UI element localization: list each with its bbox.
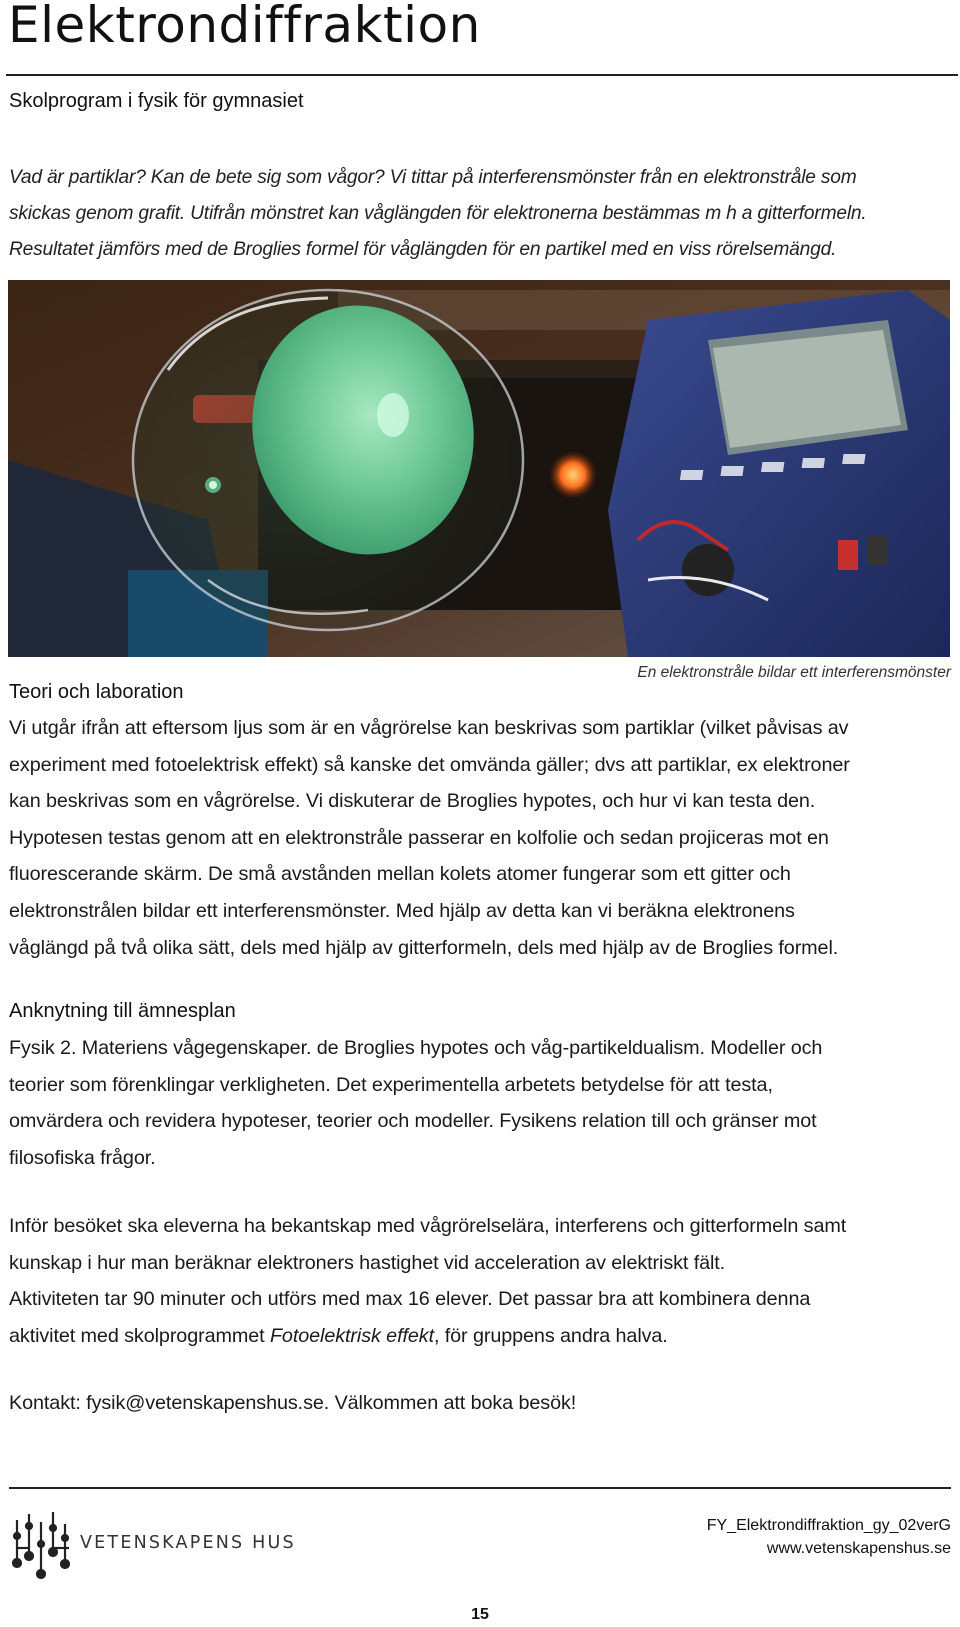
curriculum-paragraph <box>9 1030 954 1176</box>
contact-email[interactable]: : fysik@vetenskapenshus.se. Välkommen att boka besök! <box>75 1392 577 1414</box>
intro-line: Resultatet jämförs med de Broglies formel för våglängden för en partikel med en viss rörelsemängd. <box>9 239 837 260</box>
contact-label: Kontakt <box>9 1392 76 1414</box>
contact-paragraph <box>9 1385 954 1422</box>
body-line: kunskap i hur man beräknar elektroners hastighet vid acceleration av elektriskt fält. <box>9 1251 726 1274</box>
section-heading: Anknytning till ämnesplan <box>9 1000 236 1022</box>
body-line: elektronstrålen bildar ett interferensmönster. Med hjälp av detta kan vi beräkna elektronens <box>9 899 795 922</box>
vetenskapens-hus-logo-icon <box>11 1508 81 1580</box>
body-line <box>9 1318 954 1355</box>
body-text: aktivitet med skolprogrammet <box>9 1324 270 1347</box>
document-code: FY_Elektrondiffraktion_gy_02verG <box>706 1517 951 1534</box>
theory-paragraph <box>9 710 954 966</box>
body-line: fluorescerande skärm. De små avstånden mellan kolets atomer fungerar som ett gitter och <box>9 863 791 886</box>
body-line: våglängd på två olika sätt, dels med hjälp av gitterformeln, dels med hjälp av de Broglies formel. <box>9 936 839 959</box>
body-line: Vi utgår ifrån att eftersom ljus som är en vågrörelse kan beskrivas som partiklar (vilket påvisas av <box>9 717 849 739</box>
body-line: Hypotesen testas genom att en elektronstråle passerar en kolfolie och sedan projiceras mot en <box>9 826 829 849</box>
body-text: ska eleverna ha bekantskap med vågrörelselära, interferens och gitterformeln samt <box>122 1215 847 1237</box>
intro-line: Vad är partiklar? Kan de bete sig som vågor? Vi tittar på interferensmönster från en elektronstråle som <box>9 167 857 188</box>
program-link-text: Fotoelektrisk effekt <box>269 1324 434 1347</box>
footer-divider <box>9 1487 951 1489</box>
photo-caption: En elektronstråle bildar ett interferensmönster <box>637 664 951 681</box>
header-divider <box>6 74 958 76</box>
body-line: Fysik 2. Materiens vågegenskaper. de Broglies hypotes och våg-partikeldualism. Modeller och <box>9 1037 823 1059</box>
body-line: omvärdera och revidera hypoteser, teorier och modeller. Fysikens relation till och gränser mot <box>9 1110 817 1133</box>
body-line: experiment med fotoelektrisk effekt) så kanske det omvända gäller; dvs att partiklar, ex elektroner <box>9 753 850 776</box>
logo-wordmark: VETENSKAPENS HUS <box>80 1533 296 1553</box>
body-line <box>9 1208 954 1245</box>
electron-tube-illustration <box>8 280 950 657</box>
page-number: 15 <box>471 1606 489 1623</box>
preparation-paragraph <box>9 1208 954 1354</box>
body-line: Aktiviteten tar 90 minuter och utförs med max 16 elever. Det passar bra att kombinera denna <box>9 1288 811 1311</box>
section-heading: Teori och laboration <box>9 681 184 703</box>
document-reference <box>707 1514 951 1560</box>
body-text: , för gruppens andra halva. <box>433 1324 668 1347</box>
body-line <box>9 1385 954 1422</box>
before-visit-lead: Inför besöket <box>9 1215 123 1237</box>
website-link[interactable]: www.vetenskapenshus.se <box>766 1540 951 1557</box>
page-title: Elektrondiffraktion <box>8 0 481 54</box>
experiment-photo <box>8 280 950 657</box>
intro-line: skickas genom grafit. Utifrån mönstret kan våglängden för elektronerna bestämmas m h a gitterformeln. <box>9 203 867 224</box>
intro-paragraph <box>9 160 954 268</box>
page-subtitle: Skolprogram i fysik för gymnasiet <box>9 90 304 112</box>
body-line: kan beskrivas som en vågrörelse. Vi diskuterar de Broglies hypotes, och hur vi kan testa den. <box>9 790 816 813</box>
body-line: teorier som förenklingar verkligheten. Det experimentella arbetets betydelse för att testa, <box>9 1073 773 1096</box>
body-line: filosofiska frågor. <box>9 1146 156 1169</box>
